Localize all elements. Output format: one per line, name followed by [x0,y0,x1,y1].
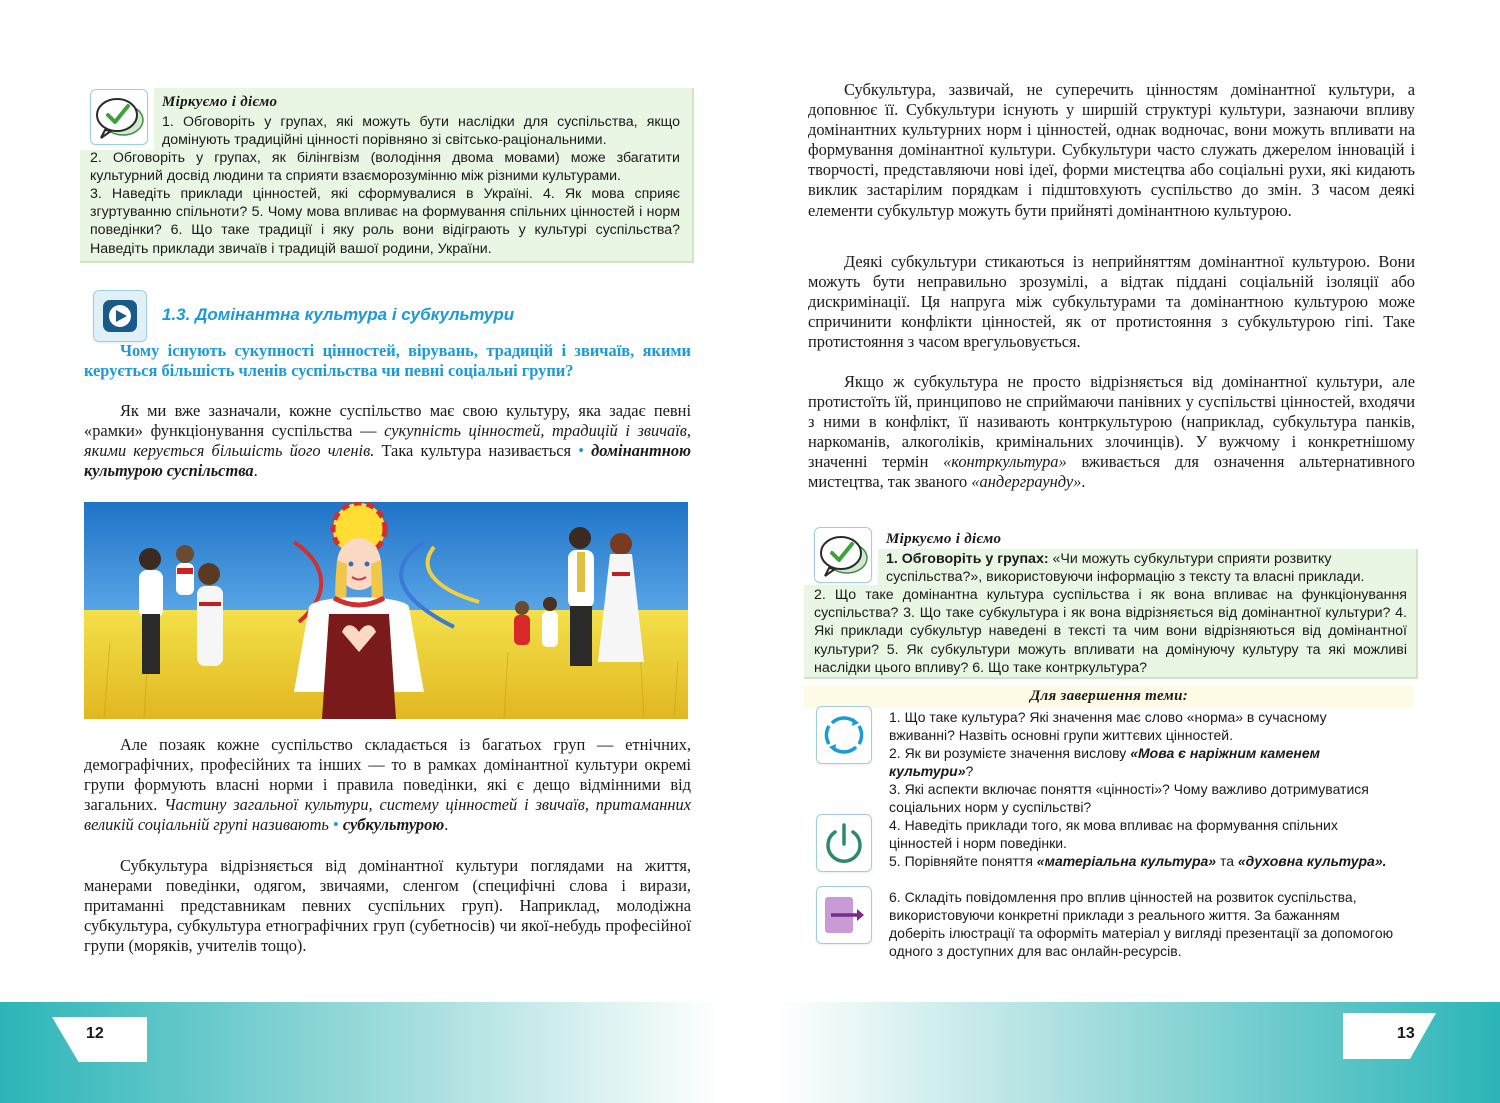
page-number-left: 12 [86,1025,104,1042]
finish-q5-mid: та [1216,853,1238,869]
left-p2-start: Але позаяк кожне суспільство складається із багатьох груп — етнічних, демографічних, професійних та інших — то в рамках домінантної культури окремі групи формують власні норми і правила поведінки, які є дещо відмінними від загальних. [84,735,691,815]
right-p3-start: Якщо ж субкультура не просто відрізняється від домінантної культури, але протистоїть їй, принципово не сприймаючи панівних у суспільстві цінностей, входячи з ними в конфлікт, її називають контркультурою (наприклад, субкультура панків, наркоманів, алкоголіків, кримінальних злочинців). У вужчому і конкретнішому значенні термін [808,372,1415,472]
left-p1-term: домінантною культурою суспільства [84,441,691,481]
power-icon [817,815,871,871]
video-icon-tile[interactable] [93,290,147,342]
finish-q2 [889,744,1394,780]
finish-q2-bold: «Мова є наріжним каменем культури» [889,745,1320,779]
left-paragraph-3: Субкультура відрізняється від домінантної культури поглядами на життя, манерами поведінки, одягом, звичаями, сленгом (специфічні слова і вирази, притаманні представникам певних суспільних груп). Наприклад, молодіжна субкультура, субкультура етнографічних груп (субетносів) чи якої-небудь професійної групи (моряків, учителів тощо). [84,856,691,956]
section-question: Чому існують сукупності цінностей, вірувань, традицій і звичаїв, якими керується більшість членів суспільства чи певні соціальні групи? [84,341,691,381]
right-p3-term1: «контркультура» [943,452,1067,472]
bullet-dot: • [578,441,584,461]
left-p1-mid: Така культура називається [374,441,579,461]
finish-q5 [889,852,1394,870]
think-box-right-q1-bold: 1. Обговоріть у групах: [886,551,1049,567]
exit-icon-tile [816,886,872,944]
think-box-left-q3: 3. Наведіть приклади цінностей, які сформувалися в Україні. 4. Як мова сприяє згуртуванню спільноти? 5. Чому мова впливає на формування спільних цінностей і норм поведінки? 6. Що таке традиції і яку роль вони відіграють у культурі суспільства? Наведіть приклади звичаїв і традицій вашої родини, України. [90,186,680,257]
left-paragraph-2 [84,735,691,835]
finish-q5-bold1: «матеріальна культура» [1036,853,1217,869]
think-box-right-questions: 2. Що таке домінантна культура суспільства і як вона впливає на функціонування суспільства? 3. Що таке субкультура і як вона відрізняється від домінантної культури? 4. Які приклади субкультур наведені в тексті та чим вони відрізняються від домінантної культури? 5. Як субкультури можуть впливати на домінуючу культуру та які можливі наслідки цього впливу? 6. Що таке контркультура? [814,587,1407,676]
finish-q1: 1. Що таке культура? Які значення має слово «норма» в сучасному вживанні? Назвіть основні групи життєвих цінностей. [889,709,1327,743]
left-paragraph-1 [84,401,691,481]
think-box-left-q1: 1. Обговоріть у групах, які можуть бути наслідки для суспільства, якщо домінують традиційні цінності порівняно зі світсько-раціональними. [162,114,680,149]
think-icon-tile [90,89,148,145]
cycle-arrows-icon [817,707,871,763]
left-p1-end: . [253,461,258,481]
think-box-right-q1 [886,550,1406,586]
illustration-ukrainian-families [84,502,688,719]
left-p2-italic: Частину загальної культури, систему цінностей і звичаїв, притаманних великій соціальній групі називають [84,795,691,835]
right-paragraph-3 [808,372,1415,493]
left-p1-italic: сукупність цінностей, традицій і звичаїв, якими керується більшість його членів. [84,421,691,461]
finish-q5-start: 5. Порівняйте поняття [889,853,1037,869]
think-box-right-title: Міркуємо і діємо [886,531,1002,547]
speech-check-icon [815,528,871,582]
left-p2-term: субкультурою [342,815,445,835]
think-icon-tile-right [814,527,872,583]
finish-title: Для завершення теми: [1029,688,1189,704]
finish-q2-end: ? [965,763,974,779]
left-p1-start: Як ми вже зазначали, кожне суспільство має свою культуру, яка задає певні «рамки» функціонування суспільства — [84,401,691,441]
think-box-left-q2: 2. Обговоріть у групах, як білінгвізм (володіння двома мовами) може збагатити культурний досвід людини та сприяти взаєморозумінню між різними культурами. [90,150,680,185]
arrow-exit-icon [817,887,871,943]
section-title: 1.3. Домінантна культура і субкультури [162,305,515,324]
finish-q2-start: 2. Як ви розумієте значення вислову [889,745,1131,761]
think-box-right [804,527,1416,679]
right-p3-term2: «андерграунду» [971,472,1082,492]
speech-check-icon [91,90,147,144]
finish-q5-bold2: «духовна культура». [1237,853,1387,869]
cycle-icon-tile [816,706,872,764]
video-play-icon [94,291,146,341]
finish-q4: 4. Наведіть приклади того, як мова впливає на формування спільних цінностей і норм поведінки. [889,817,1338,851]
right-p3-end: . [1081,472,1086,492]
page-number-right: 13 [1397,1025,1415,1042]
power-icon-tile [816,814,872,872]
think-box-left [80,88,692,263]
right-paragraph-2: Деякі субкультури стикаються із неприйняттям домінантної культурою. Вони можуть бути неправильно зрозумілі, а відтак піддані соціальній ізоляції або дискримінації. Ця напруга між субкультурами та домінантною культурою може спричинити конфлікти цінностей, як от протистояння з субкультурою гіпі. Таке протистояння з часом врегульовується. [808,252,1415,352]
think-box-right-q1-rest: «Чи можуть субкультури сприяти розвитку суспільства?», використовуючи інформацію з тексту та власні приклади. [886,551,1365,586]
left-p2-end: . [444,815,449,835]
finish-q3: 3. Які аспекти включає поняття «цінності»? Чому важливо дотримуватися соціальних норм у суспільстві? [889,781,1369,815]
right-paragraph-1: Субкультура, зазвичай, не суперечить цінностям домінантної культури, а доповнює її. Субкультури існують у ширшій структурі культури, зазнаючи впливу домінантних культурних норм і цінностей, однак водночас, вони можуть впливати на формування домінантної культури. Субкультури часто служать джерелом інновацій і творчості, представляючи нові ідеї, форми мистецтва або соціальні рухи, які кидають виклик застарілим порядкам і підштовхують суспільство до змін. З часом деякі елементи субкультур можуть бути прийняті домінантною культурою. [808,80,1415,220]
bullet-dot-2: • [333,815,339,835]
think-box-left-title: Міркуємо і діємо [162,94,278,110]
illustration-svg [84,502,688,719]
finish-q6: 6. Складіть повідомлення про вплив цінностей на розвиток суспільства, використовуючи конкретні приклади з реального життя. За бажанням доберіть ілюстрації та оформіть матеріал у вигляді презентації за допомогою одного з доступних для вас онлайн-ресурсів. [889,889,1394,959]
right-p3-mid: вживається для означення альтернативного мистецтва, так званого [808,452,1415,492]
